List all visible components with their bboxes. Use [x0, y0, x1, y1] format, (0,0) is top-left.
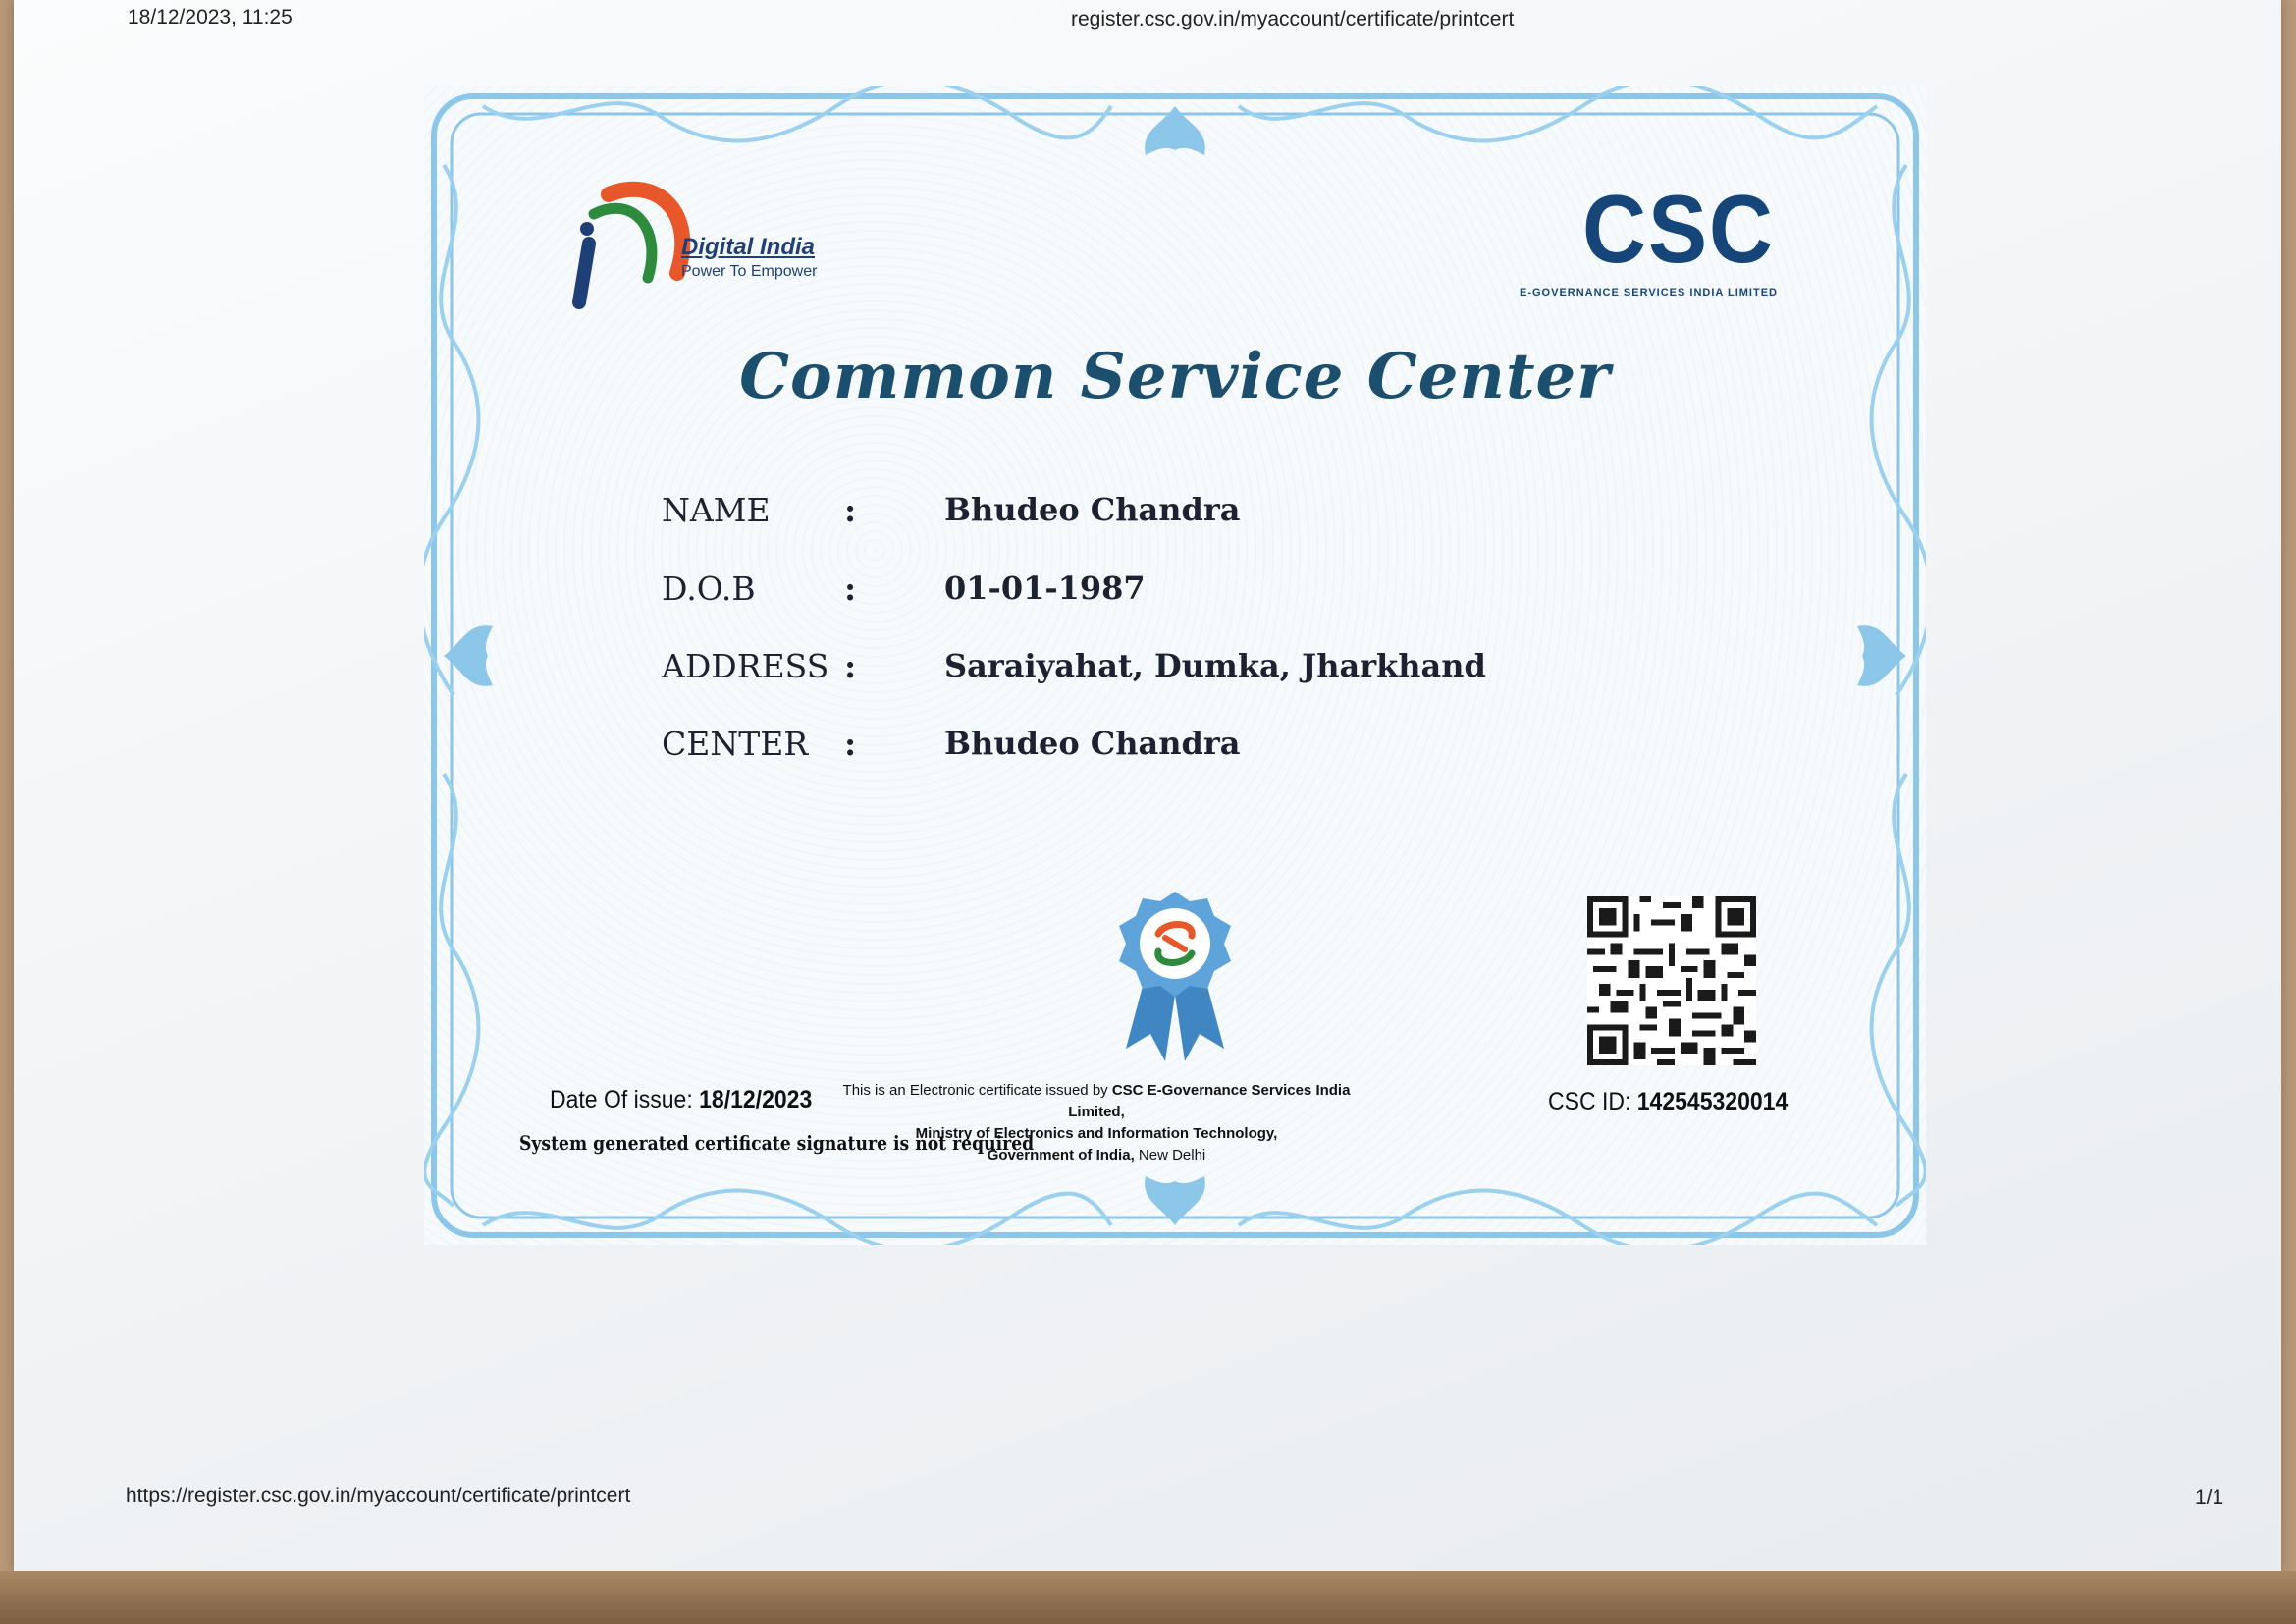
center-label: CENTER: [662, 725, 809, 763]
digital-india-title: Digital India: [681, 234, 816, 260]
printed-page: [14, 0, 2281, 1571]
csc-logo-subtitle: E-GOVERNANCE SERVICES INDIA LIMITED: [1520, 287, 1778, 298]
print-header-url: register.csc.gov.in/myaccount/certificate/printcert: [1071, 8, 1515, 30]
csc-id: [1548, 1088, 1788, 1116]
electronic-note-issuer: CSC E-Governance Services India Limited,: [1068, 1082, 1351, 1120]
certificate: [424, 86, 1926, 1245]
signature-note: System generated certificate signature is not required: [519, 1131, 1035, 1155]
csc-id-label: CSC ID:: [1548, 1088, 1631, 1115]
date-of-issue: [550, 1086, 812, 1114]
date-of-issue-value: 18/12/2023: [699, 1086, 813, 1113]
dob-value: 01-01-1987: [944, 569, 1146, 607]
date-of-issue-label: Date Of issue:: [550, 1086, 693, 1113]
electronic-note-ministry: Ministry of Electronics and Information Technology,: [915, 1125, 1278, 1142]
address-label: ADDRESS: [662, 647, 829, 685]
name-colon: :: [844, 491, 857, 529]
name-label: NAME: [662, 491, 771, 529]
dob-colon: :: [844, 569, 857, 608]
certificate-title: Common Service Center: [739, 340, 1611, 413]
electronic-certificate-note: [841, 1080, 1352, 1166]
print-datetime: 18/12/2023, 11:25: [128, 6, 293, 28]
csc-id-value: 142545320014: [1636, 1088, 1789, 1115]
ribbon-seal-icon: [1111, 887, 1239, 1063]
digital-india-tagline: Power To Empower: [681, 263, 818, 280]
center-value: Bhudeo Chandra: [944, 725, 1241, 762]
electronic-note-gov: Government of India,: [987, 1147, 1135, 1164]
electronic-note-city: New Delhi: [1138, 1147, 1206, 1164]
address-colon: :: [844, 647, 857, 685]
csc-logo: CSC: [1582, 175, 1775, 283]
electronic-note-prefix: This is an Electronic certificate issued by: [842, 1082, 1108, 1099]
dob-label: D.O.B: [662, 569, 756, 608]
background-surface: [0, 1571, 2296, 1624]
page-number: 1/1: [2195, 1487, 2224, 1509]
name-value: Bhudeo Chandra: [944, 491, 1241, 528]
print-footer-url: https://register.csc.gov.in/myaccount/certificate/printcert: [126, 1485, 631, 1507]
center-colon: :: [844, 725, 857, 763]
qr-code-icon: [1587, 896, 1756, 1065]
address-value: Saraiyahat, Dumka, Jharkhand: [944, 647, 1486, 684]
